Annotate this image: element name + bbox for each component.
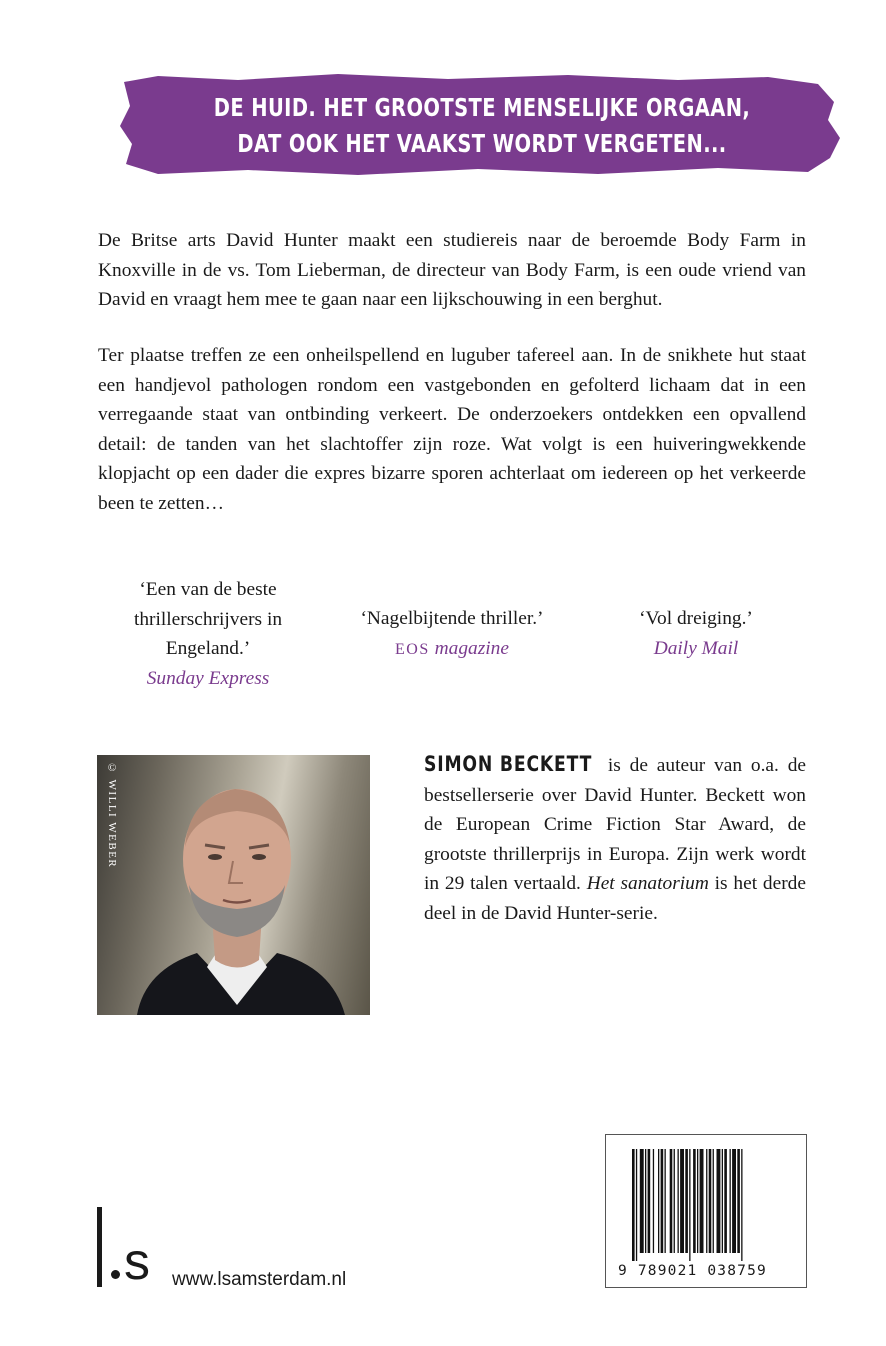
publisher-url: www.lsamsterdam.nl <box>172 1269 347 1290</box>
quote-source <box>334 634 570 665</box>
barcode-bar <box>717 1149 721 1253</box>
barcode-bar <box>697 1149 698 1253</box>
barcode-bar <box>636 1149 637 1261</box>
review-quote-3 <box>604 604 788 663</box>
barcode-bar <box>632 1149 635 1261</box>
barcode-bar <box>670 1149 673 1253</box>
barcode-bar <box>724 1149 727 1253</box>
barcode-bar <box>693 1149 696 1253</box>
photo-credit: © WILLI WEBER <box>106 762 118 869</box>
barcode-bar <box>645 1149 646 1253</box>
barcode-bars <box>630 1149 782 1261</box>
barcode-bar <box>658 1149 659 1253</box>
barcode-bar <box>665 1149 666 1253</box>
quote-text: ‘Nagelbijtende thriller.’ <box>360 608 544 629</box>
review-quote-1 <box>100 575 316 693</box>
banner-line-2: DAT OOK HET VAAKST WORDT VERGETEN... <box>237 129 727 158</box>
quote-source-caps: EOS <box>395 640 430 658</box>
quote-text: ‘Vol dreiging.’ <box>639 608 753 629</box>
author-bio <box>424 750 806 928</box>
quote-source-name: magazine <box>434 637 509 659</box>
barcode-bar <box>640 1149 644 1253</box>
publisher-logo-bar <box>97 1207 102 1287</box>
author-name: SIMON BECKETT <box>424 752 593 776</box>
barcode-bar <box>700 1149 704 1253</box>
barcode-bar <box>674 1149 675 1253</box>
tagline-banner <box>118 72 846 178</box>
barcode-bar <box>713 1149 714 1253</box>
barcode-bar <box>732 1149 736 1253</box>
barcode-bar <box>730 1149 731 1253</box>
barcode-bar <box>685 1149 688 1253</box>
isbn-number: 9 789021 038759 <box>618 1263 767 1279</box>
author-photo <box>97 755 370 1015</box>
quote-source: Daily Mail <box>653 637 739 659</box>
review-quote-2 <box>334 604 570 664</box>
author-portrait <box>97 755 370 1015</box>
barcode-bar <box>741 1149 742 1261</box>
blurb-paragraph-2: Ter plaatse treffen ze een onheilspellend en luguber tafereel aan. In de snikhete hut staat een handjevol pathologen rondom een vastgebonden en gefolterd lichaam dat in een verregaande staat van ontbinding verkeert. De onderzoekers ontdekken een opvallend detail: de tanden van het slachtoffer zijn roze. Wat volgt is een huiveringwekkende klopjacht op een dader die expres bizarre sporen achterlaat om iedereen op het verkeerde been te zetten… <box>98 345 806 514</box>
bio-text-2: is het derde deel in de David Hunter-serie. <box>424 873 806 924</box>
publisher-logo-dot <box>111 1270 120 1279</box>
barcode-bar <box>706 1149 707 1253</box>
banner-line-1: DE HUID. HET GROOTSTE MENSELIJKE ORGAAN, <box>213 93 751 122</box>
barcode-bar <box>709 1149 712 1253</box>
barcode-bar <box>689 1149 690 1261</box>
quote-text: ‘Een van de beste thrillerschrijvers in Engeland.’ <box>133 579 283 659</box>
book-title: Het sanatorium <box>586 873 709 894</box>
blurb-paragraph-1: De Britse arts David Hunter maakt een studiereis naar de beroemde Body Farm in Knoxville in de vs. Tom Lieberman, de directeur van Body Farm, is een oude vriend van David en vraagt hem mee te gaan naar een lijkschouwing in een berghut. <box>98 230 806 310</box>
barcode-bar <box>661 1149 664 1253</box>
quote-source: Sunday Express <box>146 667 270 689</box>
barcode-bar <box>680 1149 684 1253</box>
barcode-bar <box>737 1149 740 1253</box>
bio-text-1: is de auteur van o.a. de bestsellerserie over David Hunter. Beckett won de European Crime Fiction Star Award, de grootste thrillerprijs in Europa. Zijn werk wordt in 29 talen vertaald. <box>424 755 806 894</box>
barcode-bar <box>648 1149 651 1253</box>
publisher-logo-letter: s <box>124 1233 150 1291</box>
barcode <box>605 1134 807 1288</box>
banner-headline <box>198 90 766 162</box>
barcode-bar <box>678 1149 679 1253</box>
barcode-bar <box>722 1149 723 1253</box>
barcode-bar <box>653 1149 654 1253</box>
